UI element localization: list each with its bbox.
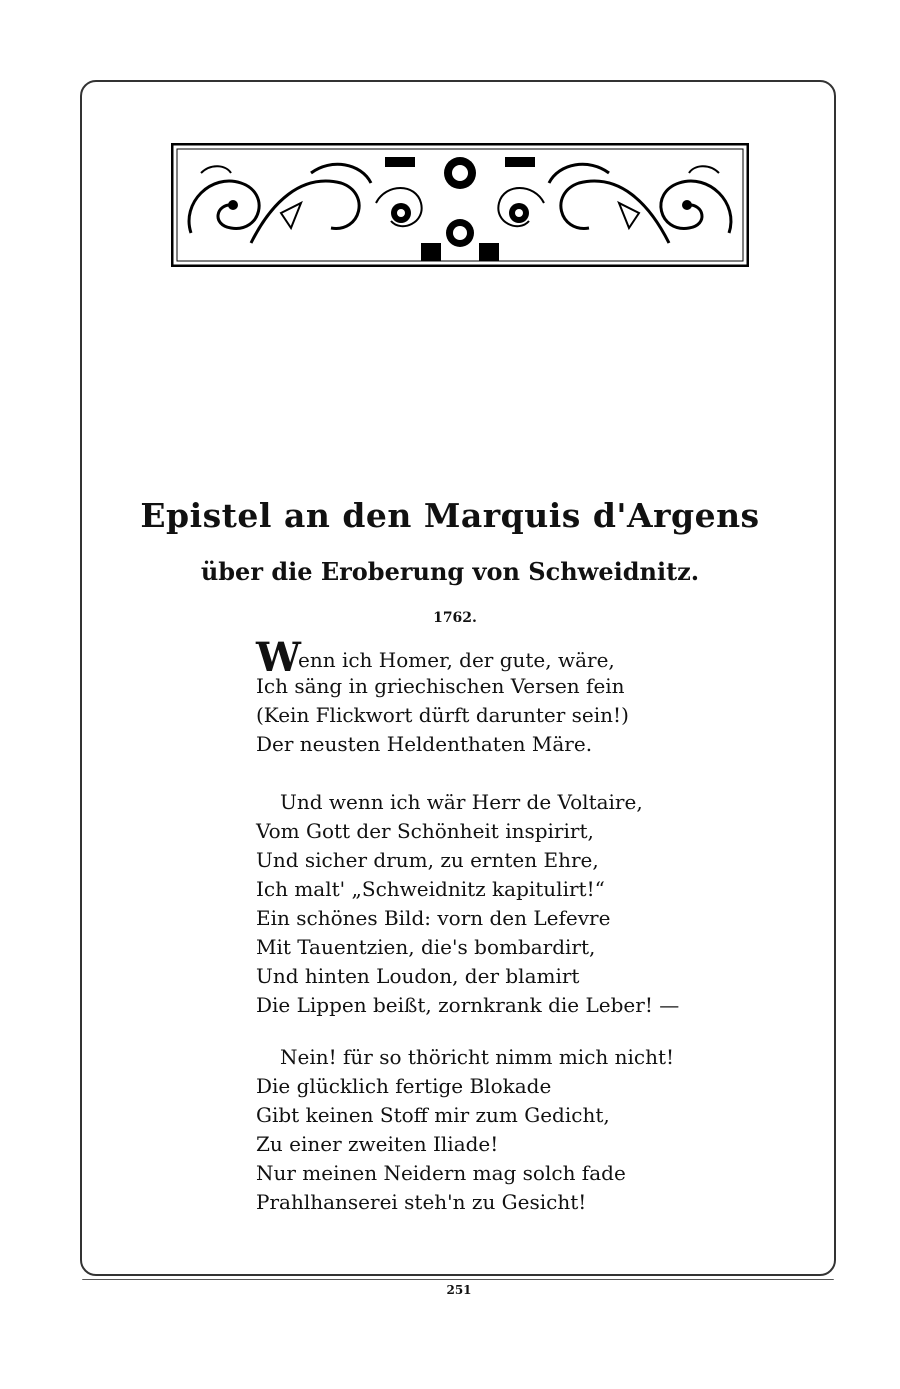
- stanza-2: [256, 788, 679, 1020]
- poem-title: Epistel an den Marquis d'Argens: [140, 496, 760, 535]
- page-number: 251: [446, 1283, 472, 1297]
- stanza-3: [256, 1043, 674, 1217]
- verse-line: Mit Tauentzien, die's bombardirt,: [256, 935, 596, 959]
- verse-line: Die Lippen beißt, zornkrank die Leber! —: [256, 993, 680, 1017]
- verse-line: Wenn ich Homer, der gute, wäre,: [256, 634, 615, 681]
- stanza-1: [256, 634, 629, 759]
- verse-line: Und sicher drum, zu ernten Ehre,: [256, 848, 599, 872]
- verse-line: Nein! für so thöricht nimm mich nicht!: [280, 1045, 675, 1069]
- drop-cap: W: [256, 634, 301, 681]
- verse-line: Der neusten Heldenthaten Märe.: [256, 732, 593, 756]
- verse-line: Nur meinen Neidern mag solch fade: [256, 1161, 626, 1185]
- verse-line: Und hinten Loudon, der blamirt: [256, 964, 580, 988]
- decorative-ornament-banner: [171, 143, 749, 267]
- verse-line: Ich malt' „Schweidnitz kapitulirt!“: [256, 877, 605, 901]
- verse-line: Ich säng in griechischen Versen fein: [256, 674, 625, 698]
- verse-line: Vom Gott der Schönheit inspirirt,: [256, 819, 594, 843]
- verse-line: (Kein Flickwort dürft darunter sein!): [256, 703, 629, 727]
- poem-subtitle: über die Eroberung von Schweidnitz.: [200, 557, 700, 586]
- verse-line: Die glücklich fertige Blokade: [256, 1074, 552, 1098]
- verse-line: Ein schönes Bild: vorn den Lefevre: [256, 906, 611, 930]
- verse-line: Zu einer zweiten Iliade!: [256, 1132, 499, 1156]
- verse-line: Und wenn ich wär Herr de Voltaire,: [280, 790, 643, 814]
- poem-year: 1762.: [433, 610, 477, 626]
- verse-line: Gibt keinen Stoff mir zum Gedicht,: [256, 1103, 610, 1127]
- verse-line: Prahlhanserei steh'n zu Gesicht!: [256, 1190, 587, 1214]
